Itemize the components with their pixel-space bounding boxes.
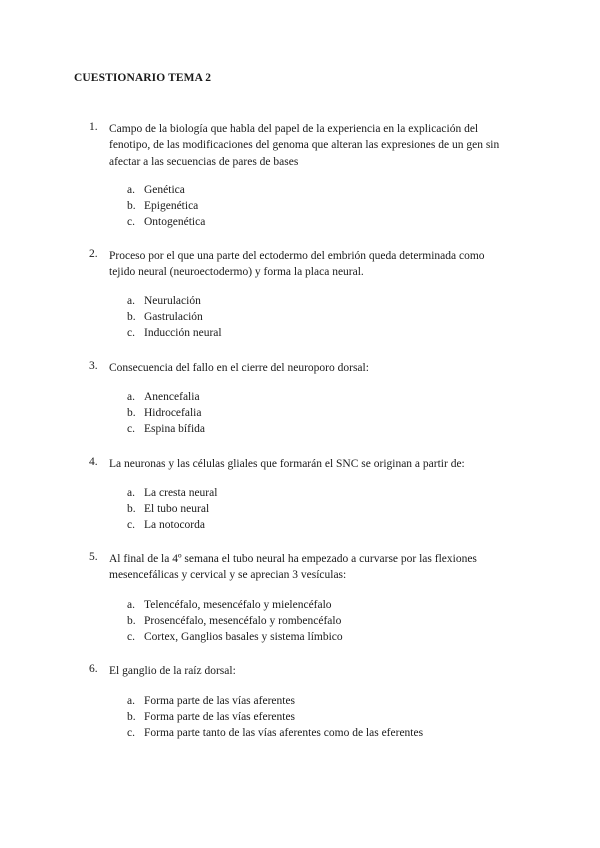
option-letter: c.: [127, 631, 135, 643]
option-text: Forma parte de las vías eferentes: [144, 711, 296, 723]
question-text: Proceso por el que una parte del ectodermo del embrión queda determinada como tejido neural (neuroectodermo) y forma la placa neural.: [109, 250, 485, 279]
option-text: Epigenética: [144, 200, 199, 212]
option-text: Anencefalia: [144, 391, 200, 403]
option-letter: a.: [127, 184, 135, 196]
option-text: Neurulación: [144, 295, 201, 307]
option-letter: a.: [127, 487, 135, 499]
option-letter: c.: [127, 327, 135, 339]
question-text: El ganglio de la raíz dorsal:: [109, 665, 236, 677]
option-text: La cresta neural: [144, 487, 218, 499]
option-letter: b.: [127, 503, 136, 515]
question-number: 2.: [89, 248, 98, 260]
option-letter: b.: [127, 200, 136, 212]
question-number: 6.: [89, 663, 98, 675]
option-letter: a.: [127, 599, 135, 611]
option-text: Prosencéfalo, mesencéfalo y rombencéfalo: [144, 615, 342, 627]
option-letter: a.: [127, 695, 135, 707]
question-text: Al final de la 4º semana el tubo neural ha empezado a curvarse por las flexiones mesencefálicas y cervical y se aprecian 3 vesículas:: [109, 553, 477, 582]
question-text: La neuronas y las células gliales que formarán el SNC se originan a partir de:: [109, 458, 465, 470]
option-letter: b.: [127, 407, 136, 419]
option-letter: b.: [127, 711, 136, 723]
option-letter: c.: [127, 216, 135, 228]
option-letter: b.: [127, 311, 136, 323]
question-text: Campo de la biología que habla del papel de la experiencia en la explicación del fenotipo, de las modificaciones del genoma que alteran las expresiones de un gen sin afectar a las secuencias de pares de bases: [109, 123, 500, 168]
option-text: Forma parte tanto de las vías aferentes como de las eferentes: [144, 727, 424, 739]
page-title: CUESTIONARIO TEMA 2: [74, 72, 212, 84]
option-text: Ontogenética: [144, 216, 206, 228]
option-text: Espina bífida: [144, 423, 205, 435]
option-text: El tubo neural: [144, 503, 210, 515]
question-text: Consecuencia del fallo en el cierre del neuroporo dorsal:: [109, 362, 369, 374]
option-text: Hidrocefalia: [144, 407, 202, 419]
option-letter: c.: [127, 423, 135, 435]
question-number: 1.: [89, 121, 98, 133]
option-text: Telencéfalo, mesencéfalo y mielencéfalo: [144, 599, 332, 611]
option-text: Cortex, Ganglios basales y sistema límbico: [144, 631, 343, 643]
option-letter: a.: [127, 391, 135, 403]
question-number: 4.: [89, 456, 98, 468]
option-text: Gastrulación: [144, 311, 203, 323]
option-letter: c.: [127, 519, 135, 531]
option-text: La notocorda: [144, 519, 205, 531]
option-letter: b.: [127, 615, 136, 627]
question-number: 3.: [89, 360, 98, 372]
option-text: Forma parte de las vías aferentes: [144, 695, 296, 707]
option-text: Genética: [144, 184, 185, 196]
option-letter: a.: [127, 295, 135, 307]
option-letter: c.: [127, 727, 135, 739]
option-text: Inducción neural: [144, 327, 222, 339]
question-number: 5.: [89, 551, 98, 563]
